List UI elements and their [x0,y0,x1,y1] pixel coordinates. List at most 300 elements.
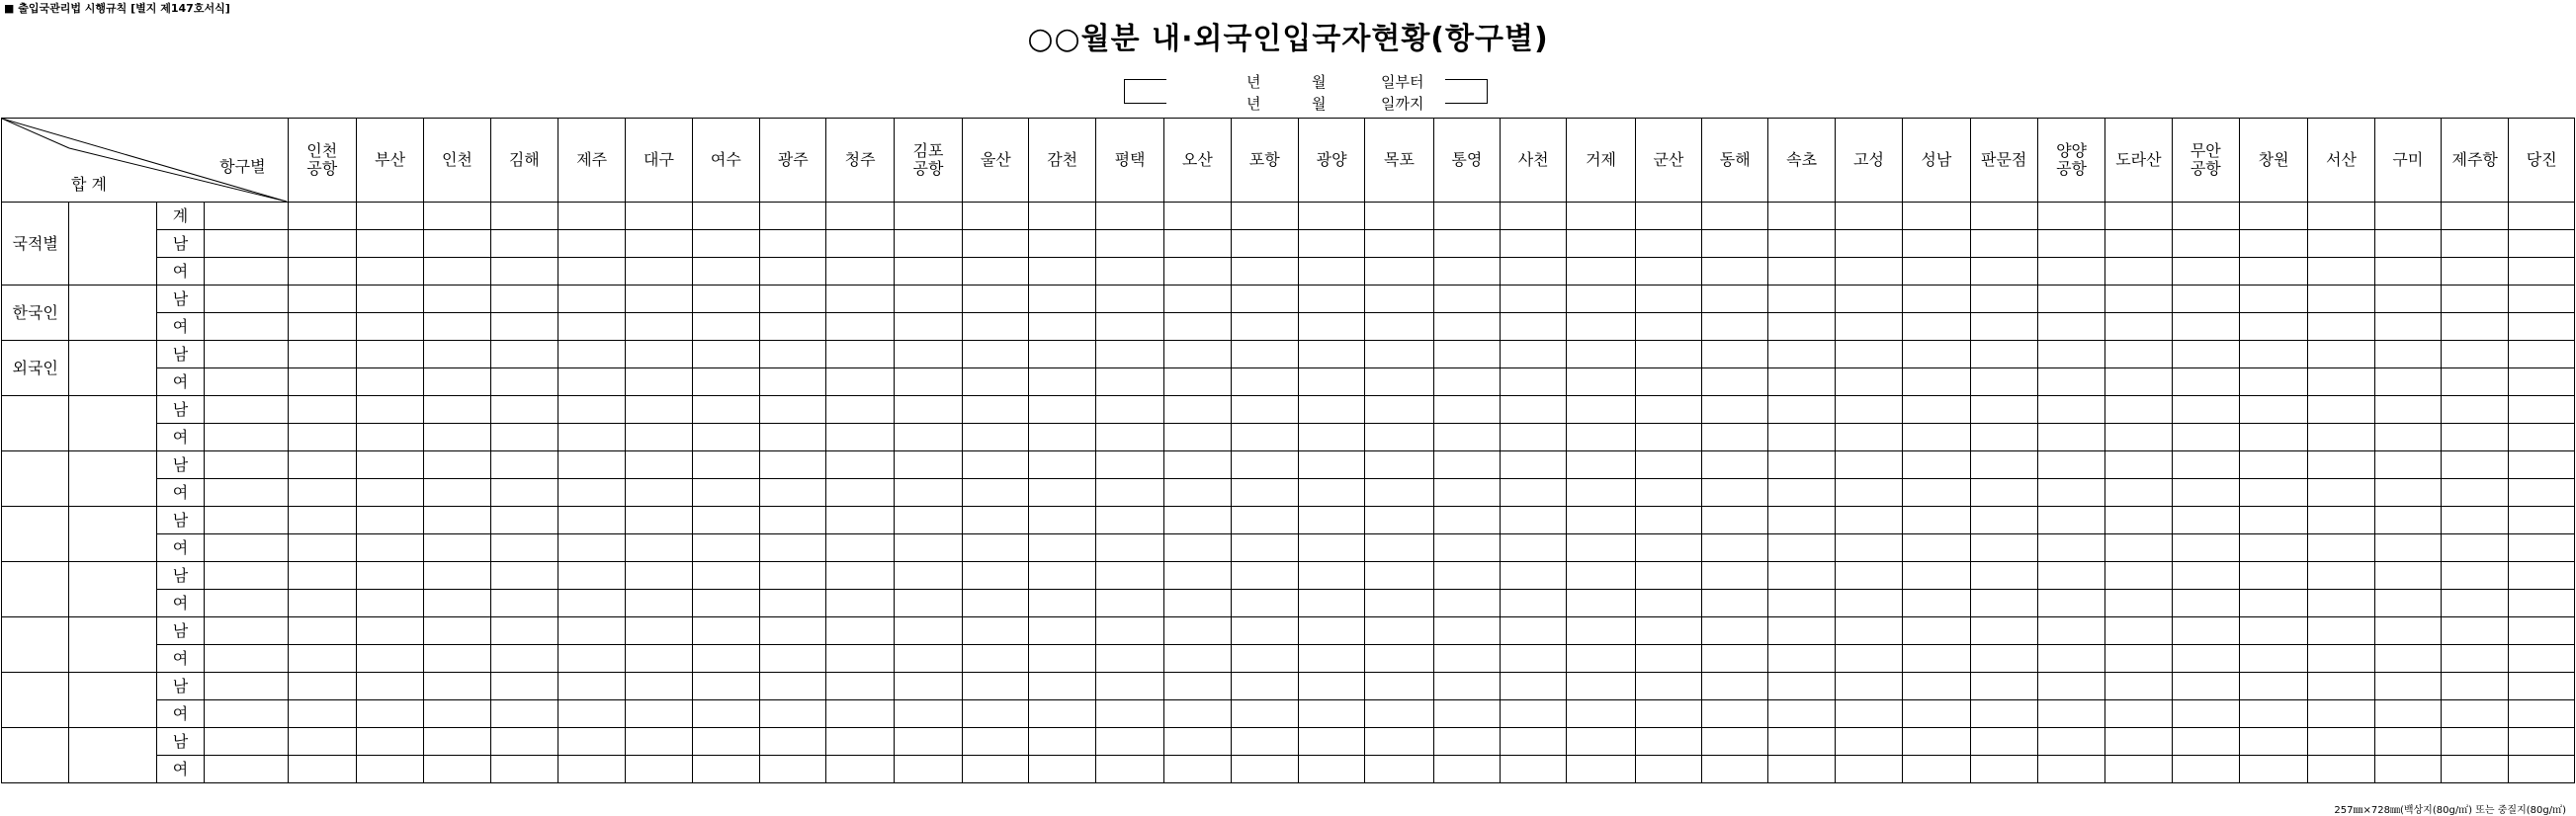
port-value-cell[interactable] [2037,728,2104,756]
port-value-cell[interactable] [894,286,962,313]
port-value-cell[interactable] [2442,728,2509,756]
port-value-cell[interactable] [826,313,894,341]
total-value-cell[interactable] [205,645,288,673]
port-value-cell[interactable] [1567,479,1635,507]
port-value-cell[interactable] [1231,562,1298,590]
port-value-cell[interactable] [963,590,1029,617]
port-value-cell[interactable] [1970,451,2037,479]
port-value-cell[interactable] [1231,534,1298,562]
port-value-cell[interactable] [288,479,356,507]
port-value-cell[interactable] [626,673,692,700]
port-value-cell[interactable] [1635,258,1701,286]
port-value-cell[interactable] [1231,756,1298,783]
port-value-cell[interactable] [356,590,423,617]
port-value-cell[interactable] [2239,590,2307,617]
port-value-cell[interactable] [1567,368,1635,396]
port-value-cell[interactable] [1164,617,1231,645]
port-value-cell[interactable] [2172,313,2239,341]
port-value-cell[interactable] [2172,617,2239,645]
port-value-cell[interactable] [1433,590,1500,617]
port-value-cell[interactable] [2509,396,2575,424]
port-value-cell[interactable] [626,286,692,313]
port-value-cell[interactable] [760,562,826,590]
port-value-cell[interactable] [1903,700,1970,728]
port-value-cell[interactable] [490,341,558,368]
port-value-cell[interactable] [626,479,692,507]
port-value-cell[interactable] [424,700,490,728]
port-value-cell[interactable] [2442,507,2509,534]
port-value-cell[interactable] [2374,562,2441,590]
port-value-cell[interactable] [760,507,826,534]
port-value-cell[interactable] [1433,728,1500,756]
port-value-cell[interactable] [2239,203,2307,230]
port-value-cell[interactable] [2374,451,2441,479]
port-value-cell[interactable] [1433,645,1500,673]
port-value-cell[interactable] [2172,451,2239,479]
port-value-cell[interactable] [2442,700,2509,728]
port-value-cell[interactable] [963,313,1029,341]
port-value-cell[interactable] [490,286,558,313]
port-value-cell[interactable] [2509,700,2575,728]
port-value-cell[interactable] [2172,562,2239,590]
port-value-cell[interactable] [760,534,826,562]
port-value-cell[interactable] [356,728,423,756]
port-value-cell[interactable] [1970,479,2037,507]
port-value-cell[interactable] [558,479,625,507]
port-value-cell[interactable] [1164,756,1231,783]
port-value-cell[interactable] [2308,341,2374,368]
port-value-cell[interactable] [1970,258,2037,286]
port-value-cell[interactable] [424,479,490,507]
port-value-cell[interactable] [2105,368,2172,396]
port-value-cell[interactable] [2105,479,2172,507]
port-value-cell[interactable] [626,700,692,728]
port-value-cell[interactable] [1365,673,1433,700]
port-value-cell[interactable] [826,728,894,756]
port-value-cell[interactable] [1095,673,1163,700]
port-value-cell[interactable] [1835,617,1902,645]
port-value-cell[interactable] [490,313,558,341]
port-value-cell[interactable] [626,313,692,341]
port-value-cell[interactable] [1702,479,1768,507]
port-value-cell[interactable] [2239,562,2307,590]
port-value-cell[interactable] [490,507,558,534]
port-value-cell[interactable] [1298,313,1364,341]
port-value-cell[interactable] [1029,203,1095,230]
port-value-cell[interactable] [1298,479,1364,507]
port-value-cell[interactable] [1164,258,1231,286]
port-value-cell[interactable] [1095,479,1163,507]
port-value-cell[interactable] [626,396,692,424]
port-value-cell[interactable] [963,286,1029,313]
port-value-cell[interactable] [1635,313,1701,341]
port-value-cell[interactable] [1231,313,1298,341]
port-value-cell[interactable] [1567,341,1635,368]
port-value-cell[interactable] [626,728,692,756]
port-value-cell[interactable] [2037,479,2104,507]
port-value-cell[interactable] [1095,728,1163,756]
port-value-cell[interactable] [626,424,692,451]
port-value-cell[interactable] [2037,507,2104,534]
port-value-cell[interactable] [894,396,962,424]
port-value-cell[interactable] [1501,286,1567,313]
port-value-cell[interactable] [760,728,826,756]
port-value-cell[interactable] [490,203,558,230]
port-value-cell[interactable] [1298,728,1364,756]
port-value-cell[interactable] [288,645,356,673]
port-value-cell[interactable] [1768,368,1835,396]
port-value-cell[interactable] [2509,645,2575,673]
port-value-cell[interactable] [894,562,962,590]
port-value-cell[interactable] [288,590,356,617]
port-value-cell[interactable] [558,673,625,700]
port-value-cell[interactable] [1970,368,2037,396]
port-value-cell[interactable] [1835,728,1902,756]
port-value-cell[interactable] [826,258,894,286]
port-value-cell[interactable] [1835,230,1902,258]
port-value-cell[interactable] [1835,368,1902,396]
port-value-cell[interactable] [1501,258,1567,286]
port-value-cell[interactable] [1164,396,1231,424]
port-value-cell[interactable] [894,756,962,783]
port-value-cell[interactable] [2037,590,2104,617]
port-value-cell[interactable] [288,313,356,341]
port-value-cell[interactable] [490,617,558,645]
port-value-cell[interactable] [490,756,558,783]
port-value-cell[interactable] [2374,479,2441,507]
port-value-cell[interactable] [1164,700,1231,728]
port-value-cell[interactable] [2442,479,2509,507]
total-value-cell[interactable] [205,534,288,562]
port-value-cell[interactable] [558,562,625,590]
port-value-cell[interactable] [692,645,759,673]
port-value-cell[interactable] [963,562,1029,590]
port-value-cell[interactable] [2172,673,2239,700]
port-value-cell[interactable] [1702,203,1768,230]
port-value-cell[interactable] [1702,562,1768,590]
port-value-cell[interactable] [1095,230,1163,258]
port-value-cell[interactable] [1768,286,1835,313]
total-value-cell[interactable] [205,313,288,341]
port-value-cell[interactable] [1164,507,1231,534]
port-value-cell[interactable] [1501,534,1567,562]
port-value-cell[interactable] [2172,368,2239,396]
port-value-cell[interactable] [490,368,558,396]
port-value-cell[interactable] [558,617,625,645]
port-value-cell[interactable] [288,756,356,783]
port-value-cell[interactable] [356,286,423,313]
port-value-cell[interactable] [1164,313,1231,341]
port-value-cell[interactable] [1903,756,1970,783]
port-value-cell[interactable] [2308,673,2374,700]
port-value-cell[interactable] [1970,396,2037,424]
port-value-cell[interactable] [490,396,558,424]
port-value-cell[interactable] [963,479,1029,507]
port-value-cell[interactable] [2442,396,2509,424]
port-value-cell[interactable] [490,479,558,507]
port-value-cell[interactable] [1365,396,1433,424]
port-value-cell[interactable] [1903,286,1970,313]
port-value-cell[interactable] [1433,424,1500,451]
port-value-cell[interactable] [1768,507,1835,534]
port-value-cell[interactable] [1768,590,1835,617]
port-value-cell[interactable] [2037,313,2104,341]
port-value-cell[interactable] [2037,562,2104,590]
port-value-cell[interactable] [2172,341,2239,368]
port-value-cell[interactable] [826,424,894,451]
port-value-cell[interactable] [558,230,625,258]
port-value-cell[interactable] [1501,673,1567,700]
port-value-cell[interactable] [826,507,894,534]
port-value-cell[interactable] [963,673,1029,700]
port-value-cell[interactable] [1835,258,1902,286]
port-value-cell[interactable] [2105,617,2172,645]
port-value-cell[interactable] [356,756,423,783]
port-value-cell[interactable] [1970,756,2037,783]
port-value-cell[interactable] [2442,617,2509,645]
port-value-cell[interactable] [2442,673,2509,700]
total-value-cell[interactable] [205,230,288,258]
port-value-cell[interactable] [1298,507,1364,534]
port-value-cell[interactable] [1433,286,1500,313]
port-value-cell[interactable] [963,645,1029,673]
port-value-cell[interactable] [894,590,962,617]
port-value-cell[interactable] [1768,313,1835,341]
port-value-cell[interactable] [1365,756,1433,783]
port-value-cell[interactable] [2374,424,2441,451]
port-value-cell[interactable] [692,673,759,700]
port-value-cell[interactable] [1298,617,1364,645]
port-value-cell[interactable] [356,507,423,534]
port-value-cell[interactable] [288,341,356,368]
port-value-cell[interactable] [894,368,962,396]
port-value-cell[interactable] [760,479,826,507]
port-value-cell[interactable] [894,258,962,286]
port-value-cell[interactable] [760,424,826,451]
port-value-cell[interactable] [356,396,423,424]
port-value-cell[interactable] [2308,424,2374,451]
total-value-cell[interactable] [205,673,288,700]
port-value-cell[interactable] [1095,700,1163,728]
port-value-cell[interactable] [1029,728,1095,756]
port-value-cell[interactable] [2172,479,2239,507]
port-value-cell[interactable] [2442,368,2509,396]
port-value-cell[interactable] [424,728,490,756]
port-value-cell[interactable] [2239,507,2307,534]
port-value-cell[interactable] [288,396,356,424]
port-value-cell[interactable] [626,617,692,645]
port-value-cell[interactable] [826,368,894,396]
port-value-cell[interactable] [963,230,1029,258]
port-value-cell[interactable] [826,479,894,507]
port-value-cell[interactable] [2172,756,2239,783]
port-value-cell[interactable] [1702,700,1768,728]
port-value-cell[interactable] [1298,590,1364,617]
port-value-cell[interactable] [1635,534,1701,562]
port-value-cell[interactable] [1433,534,1500,562]
port-value-cell[interactable] [2239,479,2307,507]
port-value-cell[interactable] [1635,617,1701,645]
port-value-cell[interactable] [894,451,962,479]
port-value-cell[interactable] [1635,756,1701,783]
port-value-cell[interactable] [1835,562,1902,590]
port-value-cell[interactable] [2442,230,2509,258]
port-value-cell[interactable] [2239,230,2307,258]
port-value-cell[interactable] [1970,590,2037,617]
port-value-cell[interactable] [1365,728,1433,756]
port-value-cell[interactable] [558,451,625,479]
port-value-cell[interactable] [1231,700,1298,728]
port-value-cell[interactable] [288,534,356,562]
port-value-cell[interactable] [288,258,356,286]
port-value-cell[interactable] [2037,396,2104,424]
port-value-cell[interactable] [424,368,490,396]
port-value-cell[interactable] [1365,645,1433,673]
port-value-cell[interactable] [1835,507,1902,534]
port-value-cell[interactable] [826,617,894,645]
port-value-cell[interactable] [1298,230,1364,258]
port-value-cell[interactable] [356,645,423,673]
port-value-cell[interactable] [1095,562,1163,590]
port-value-cell[interactable] [894,673,962,700]
port-value-cell[interactable] [424,507,490,534]
port-value-cell[interactable] [2105,756,2172,783]
port-value-cell[interactable] [2509,230,2575,258]
port-value-cell[interactable] [1029,396,1095,424]
port-value-cell[interactable] [1835,451,1902,479]
port-value-cell[interactable] [2509,562,2575,590]
port-value-cell[interactable] [1635,507,1701,534]
port-value-cell[interactable] [2374,673,2441,700]
port-value-cell[interactable] [1231,451,1298,479]
port-value-cell[interactable] [2239,424,2307,451]
port-value-cell[interactable] [1298,673,1364,700]
port-value-cell[interactable] [558,203,625,230]
total-value-cell[interactable] [205,451,288,479]
port-value-cell[interactable] [1501,451,1567,479]
port-value-cell[interactable] [692,534,759,562]
port-value-cell[interactable] [1164,368,1231,396]
port-value-cell[interactable] [2105,534,2172,562]
port-value-cell[interactable] [1970,313,2037,341]
port-value-cell[interactable] [2239,700,2307,728]
port-value-cell[interactable] [558,756,625,783]
port-value-cell[interactable] [1835,396,1902,424]
port-value-cell[interactable] [760,756,826,783]
port-value-cell[interactable] [692,700,759,728]
port-value-cell[interactable] [2239,341,2307,368]
port-value-cell[interactable] [2374,396,2441,424]
port-value-cell[interactable] [490,258,558,286]
port-value-cell[interactable] [1029,700,1095,728]
port-value-cell[interactable] [1702,258,1768,286]
port-value-cell[interactable] [1365,479,1433,507]
port-value-cell[interactable] [1567,562,1635,590]
port-value-cell[interactable] [2172,203,2239,230]
port-value-cell[interactable] [1768,424,1835,451]
port-value-cell[interactable] [1903,617,1970,645]
port-value-cell[interactable] [1903,313,1970,341]
port-value-cell[interactable] [1635,673,1701,700]
port-value-cell[interactable] [1768,756,1835,783]
port-value-cell[interactable] [2105,424,2172,451]
port-value-cell[interactable] [288,368,356,396]
port-value-cell[interactable] [1903,341,1970,368]
port-value-cell[interactable] [1231,479,1298,507]
port-value-cell[interactable] [2105,645,2172,673]
port-value-cell[interactable] [826,341,894,368]
port-value-cell[interactable] [1365,203,1433,230]
port-value-cell[interactable] [490,700,558,728]
total-value-cell[interactable] [205,424,288,451]
port-value-cell[interactable] [2239,258,2307,286]
port-value-cell[interactable] [626,258,692,286]
port-value-cell[interactable] [356,341,423,368]
port-value-cell[interactable] [2509,756,2575,783]
port-value-cell[interactable] [1768,396,1835,424]
port-value-cell[interactable] [692,507,759,534]
port-value-cell[interactable] [490,562,558,590]
port-value-cell[interactable] [963,341,1029,368]
port-value-cell[interactable] [1365,341,1433,368]
port-value-cell[interactable] [894,341,962,368]
port-value-cell[interactable] [2037,286,2104,313]
port-value-cell[interactable] [1567,230,1635,258]
port-value-cell[interactable] [1231,368,1298,396]
port-value-cell[interactable] [490,590,558,617]
port-value-cell[interactable] [1433,396,1500,424]
port-value-cell[interactable] [760,673,826,700]
port-value-cell[interactable] [356,313,423,341]
port-value-cell[interactable] [424,756,490,783]
total-value-cell[interactable] [205,728,288,756]
port-value-cell[interactable] [1567,451,1635,479]
port-value-cell[interactable] [1231,258,1298,286]
port-value-cell[interactable] [2308,728,2374,756]
port-value-cell[interactable] [2308,368,2374,396]
port-value-cell[interactable] [692,368,759,396]
port-value-cell[interactable] [2308,507,2374,534]
port-value-cell[interactable] [2172,590,2239,617]
port-value-cell[interactable] [692,203,759,230]
port-value-cell[interactable] [2442,424,2509,451]
port-value-cell[interactable] [1835,534,1902,562]
port-value-cell[interactable] [1164,230,1231,258]
port-value-cell[interactable] [1702,756,1768,783]
port-value-cell[interactable] [1702,313,1768,341]
port-value-cell[interactable] [2105,590,2172,617]
port-value-cell[interactable] [692,258,759,286]
port-value-cell[interactable] [1298,451,1364,479]
port-value-cell[interactable] [1903,203,1970,230]
port-value-cell[interactable] [1768,451,1835,479]
port-value-cell[interactable] [1903,424,1970,451]
port-value-cell[interactable] [2442,562,2509,590]
port-value-cell[interactable] [1635,230,1701,258]
total-value-cell[interactable] [205,203,288,230]
port-value-cell[interactable] [2308,203,2374,230]
port-value-cell[interactable] [894,203,962,230]
port-value-cell[interactable] [2442,756,2509,783]
port-value-cell[interactable] [760,396,826,424]
port-value-cell[interactable] [356,562,423,590]
port-value-cell[interactable] [2239,534,2307,562]
port-value-cell[interactable] [1567,534,1635,562]
port-value-cell[interactable] [1702,534,1768,562]
port-value-cell[interactable] [2509,203,2575,230]
port-value-cell[interactable] [2442,286,2509,313]
port-value-cell[interactable] [1768,341,1835,368]
